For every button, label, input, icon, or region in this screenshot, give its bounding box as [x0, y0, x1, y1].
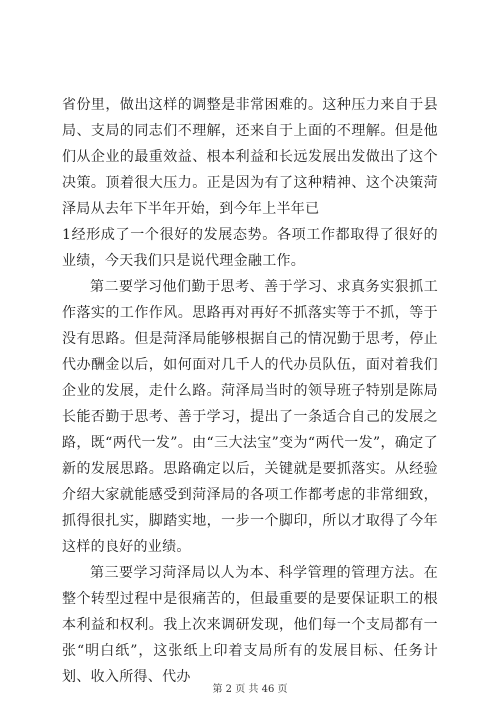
page-footer — [0, 680, 500, 695]
page-number-label: 第 2 页 共 46 页 — [212, 684, 288, 695]
paragraph: 第二要学习他们勤于思考、善于学习、求真务实狠抓工作落实的工作作风。思路再对再好不抓落实等于不抓，等于没有思路。但是菏泽局能够根据自己的情况勤于思考，停止代办酬金以后，如何面对几千人的代办员队伍，面对着我们企业的发展，走什么路。菏泽局当时的领导班子特别是陈局长能否勤于思考、善于学习，提出了一条适合自己的发展之路，既“两代一发”。由“三大法宝”变为“两代一发”，确定了新的发展思路。思路确定以后，关键就是要抓落实。从经验介绍大家就能感受到菏泽局的各项工作都考虑的非常细致，抓得很扎实，脚踏实地，一步一个脚印，所以才取得了今年这样的良好的业绩。 — [62, 279, 438, 555]
document-body — [62, 92, 438, 690]
paragraph: 第三要学习菏泽局以人为本、科学管理的管理方法。在整个转型过程中是很痛苦的，但最重要的是要保证职工的根本利益和权利。我上次来调研发现，他们每一个支局都有一张“明白纸”，这张纸上印着支局所有的发展目标、任务计划、收入所得、代办 — [62, 565, 438, 685]
paragraph: 省份里，做出这样的调整是非常困难的。这种压力来自于县局、支局的同志们不理解，还来自于上面的不理解。但是他们从企业的最重效益、根本利益和长远发展出发做出了这个决策。顶着很大压力。正是因为有了这种精神、这个决策菏泽局从去年下半年开始，到今年上半年已 — [62, 97, 438, 217]
paragraph: 1经形成了一个很好的发展态势。各项工作都取得了很好的业绩，今天我们只是说代理金融工作。 — [62, 227, 438, 269]
